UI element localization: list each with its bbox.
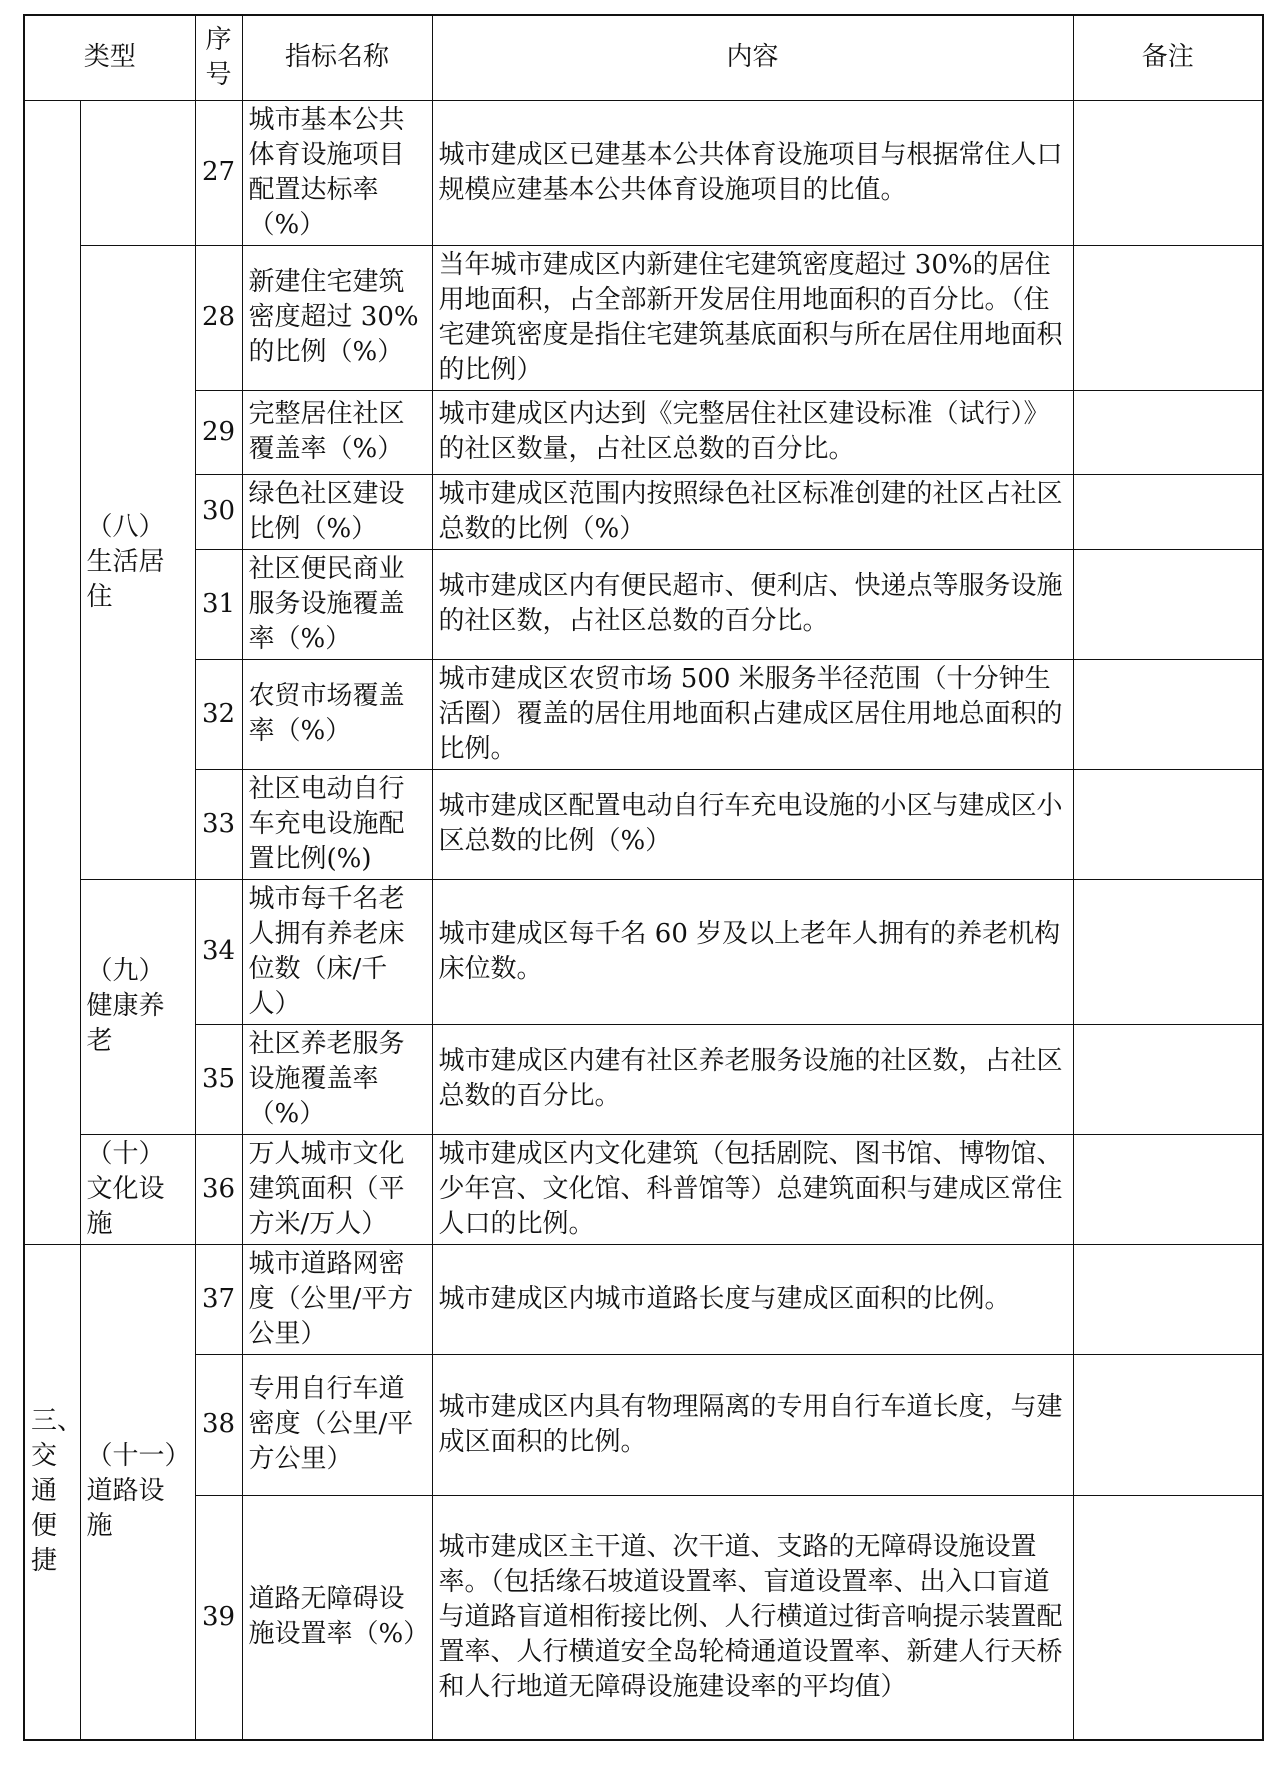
row-name: 城市基本公共体育设施项目配置达标率（%） [242,100,432,245]
header-content: 内容 [432,15,1073,100]
row-seq: 27 [195,100,242,245]
row-name: 完整居住社区覆盖率（%） [242,390,432,474]
row-name: 社区便民商业服务设施覆盖率（%） [242,549,432,659]
row-content: 城市建成区已建基本公共体育设施项目与根据常住人口规模应建基本公共体育设施项目的比值。 [432,100,1073,245]
row-content: 城市建成区内具有物理隔离的专用自行车道长度，与建成区面积的比例。 [432,1354,1073,1495]
subcategory-elderly: （九）健康养老 [80,879,195,1134]
row-remark [1073,474,1263,549]
indicator-table [23,14,1264,1741]
table-row [24,549,1263,659]
row-content: 城市建成区范围内按照绿色社区标准创建的社区占社区总数的比例（%） [432,474,1073,549]
table-row [24,474,1263,549]
row-content: 城市建成区配置电动自行车充电设施的小区与建成区小区总数的比例（%） [432,769,1073,879]
subcategory-living: （八）生活居住 [80,245,195,879]
row-seq: 34 [195,879,242,1024]
row-name: 社区养老服务设施覆盖率（%） [242,1024,432,1134]
row-remark [1073,100,1263,245]
table-row [24,390,1263,474]
row-name: 新建住宅建筑密度超过 30%的比例（%） [242,245,432,390]
row-seq: 31 [195,549,242,659]
table-row [24,245,1263,390]
row-remark [1073,390,1263,474]
row-content: 城市建成区内建有社区养老服务设施的社区数，占社区总数的百分比。 [432,1024,1073,1134]
row-name: 城市道路网密度（公里/平方公里） [242,1244,432,1354]
row-seq: 28 [195,245,242,390]
row-seq: 30 [195,474,242,549]
row-content: 城市建成区内文化建筑（包括剧院、图书馆、博物馆、少年宫、文化馆、科普馆等）总建筑面积与建成区常住人口的比例。 [432,1134,1073,1244]
row-name: 社区电动自行车充电设施配置比例(%) [242,769,432,879]
row-content: 城市建成区主干道、次干道、支路的无障碍设施设置率。（包括缘石坡道设置率、盲道设置率、出入口盲道与道路盲道相衔接比例、人行横道过街音响提示装置配置率、人行横道安全岛轮椅通道设置率、新建人行天桥和人行地道无障碍设施建设率的平均值） [432,1495,1073,1740]
header-row [24,15,1263,100]
subcategory-blank [80,100,195,245]
row-content: 城市建成区内有便民超市、便利店、快递点等服务设施的社区数，占社区总数的百分比。 [432,549,1073,659]
table-row [24,659,1263,769]
table-row [24,1354,1263,1495]
row-name: 城市每千名老人拥有养老床位数（床/千人） [242,879,432,1024]
row-seq: 38 [195,1354,242,1495]
row-remark [1073,659,1263,769]
subcategory-roads: （十一）道路设施 [80,1244,195,1740]
row-content: 城市建成区农贸市场 500 米服务半径范围（十分钟生活圈）覆盖的居住用地面积占建成区居住用地总面积的比例。 [432,659,1073,769]
row-seq: 36 [195,1134,242,1244]
row-remark [1073,769,1263,879]
row-seq: 29 [195,390,242,474]
category-blank [24,100,80,1244]
row-remark [1073,549,1263,659]
subcategory-culture: （十）文化设施 [80,1134,195,1244]
row-name: 专用自行车道密度（公里/平方公里） [242,1354,432,1495]
row-remark [1073,1134,1263,1244]
row-content: 城市建成区每千名 60 岁及以上老年人拥有的养老机构床位数。 [432,879,1073,1024]
table-row [24,879,1263,1024]
category-transport: 三、交通便捷 [24,1244,80,1740]
row-remark [1073,1024,1263,1134]
table-row [24,1024,1263,1134]
table-row [24,1134,1263,1244]
table-row [24,100,1263,245]
row-seq: 39 [195,1495,242,1740]
header-type: 类型 [24,15,195,100]
row-remark [1073,879,1263,1024]
row-content: 城市建成区内达到《完整居住社区建设标准（试行）》的社区数量，占社区总数的百分比。 [432,390,1073,474]
row-content: 城市建成区内城市道路长度与建成区面积的比例。 [432,1244,1073,1354]
row-remark [1073,1354,1263,1495]
row-remark [1073,245,1263,390]
row-seq: 35 [195,1024,242,1134]
row-name: 万人城市文化建筑面积（平方米/万人） [242,1134,432,1244]
row-name: 农贸市场覆盖率（%） [242,659,432,769]
header-seq: 序号 [195,15,242,100]
row-name: 道路无障碍设施设置率（%） [242,1495,432,1740]
table-row [24,1495,1263,1740]
table-row [24,769,1263,879]
row-content: 当年城市建成区内新建住宅建筑密度超过 30%的居住用地面积，占全部新开发居住用地面积的百分比。（住宅建筑密度是指住宅建筑基底面积与所在居住用地面积的比例） [432,245,1073,390]
header-name: 指标名称 [242,15,432,100]
row-seq: 33 [195,769,242,879]
table-row [24,1244,1263,1354]
row-remark [1073,1244,1263,1354]
row-name: 绿色社区建设比例（%） [242,474,432,549]
row-seq: 32 [195,659,242,769]
header-remark: 备注 [1073,15,1263,100]
row-remark [1073,1495,1263,1740]
row-seq: 37 [195,1244,242,1354]
